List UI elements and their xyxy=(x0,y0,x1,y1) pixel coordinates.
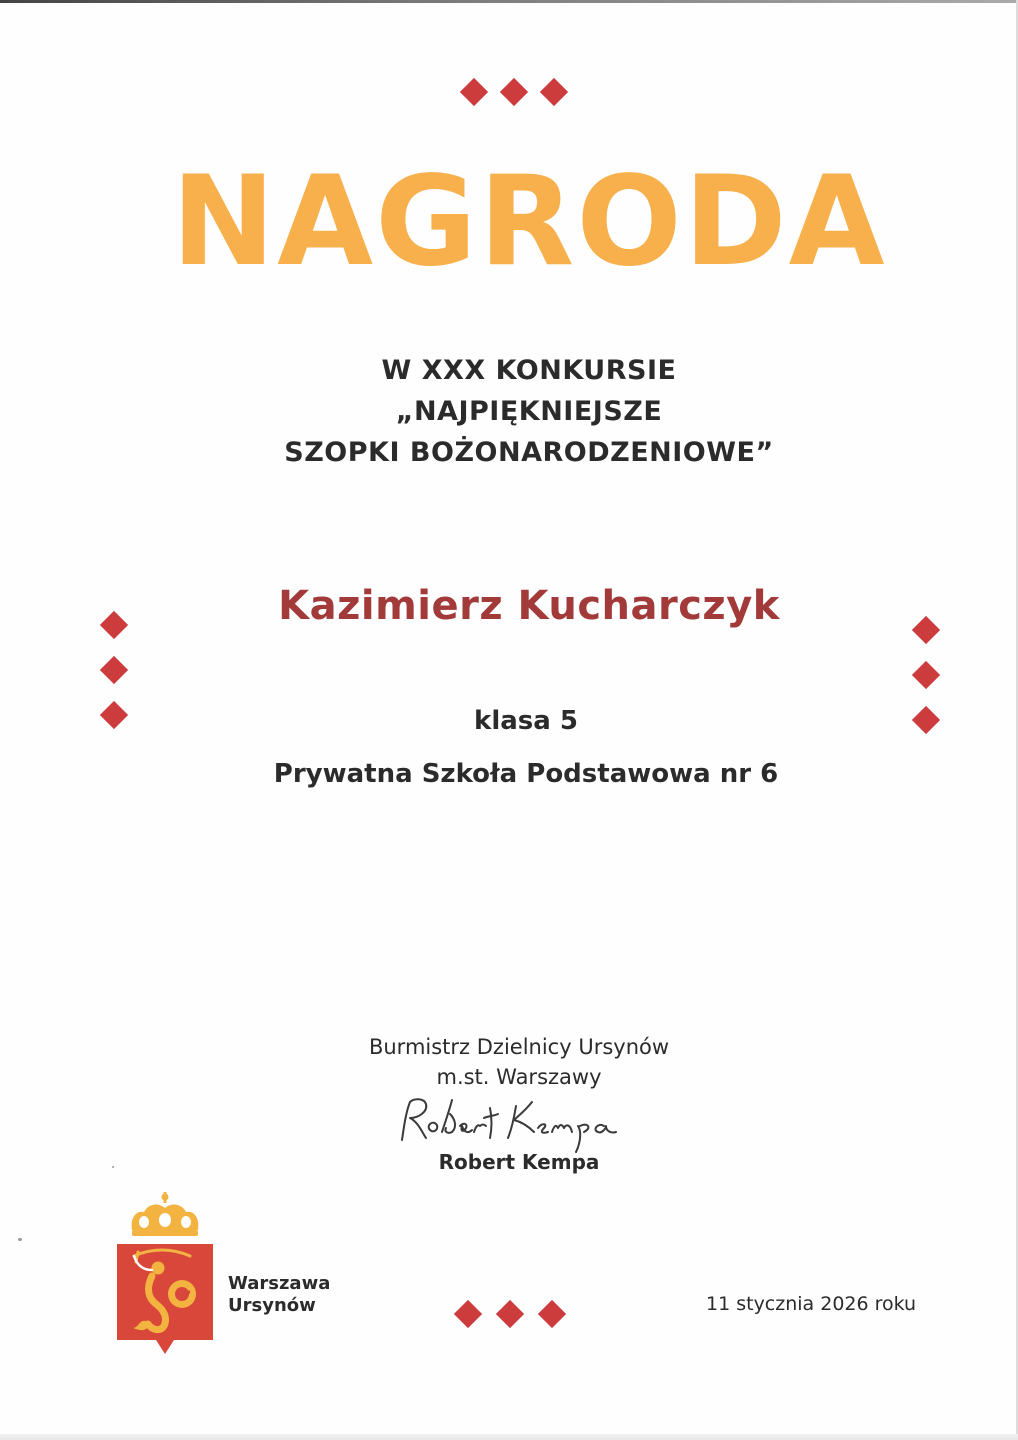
diamond-icon xyxy=(500,78,528,106)
awardee-class: klasa 5 xyxy=(474,706,578,736)
signer-title xyxy=(0,1032,1018,1092)
signer-title-line: m.st. Warszawy xyxy=(436,1065,602,1089)
awardee-name: Kazimierz Kucharczyk xyxy=(278,583,780,629)
diamond-icon xyxy=(100,611,128,639)
diamond-icon xyxy=(912,616,940,644)
diamond-icon xyxy=(496,1300,524,1328)
scan-speck xyxy=(18,1238,22,1241)
district-logo-text xyxy=(228,1273,330,1317)
scan-speck xyxy=(112,1166,114,1168)
logo-line: Ursynów xyxy=(228,1295,316,1316)
diamond-icon xyxy=(460,78,488,106)
diamond-icon xyxy=(100,656,128,684)
contest-name xyxy=(0,350,1018,473)
logo-line: Warszawa xyxy=(228,1273,331,1294)
signer-title-line: Burmistrz Dzielnicy Ursynów xyxy=(368,1035,670,1059)
awardee-school: Prywatna Szkoła Podstawowa nr 6 xyxy=(273,759,779,789)
scan-edge xyxy=(0,0,1018,3)
diamond-icon xyxy=(454,1300,482,1328)
scan-edge xyxy=(0,1434,1018,1440)
diamond-icon xyxy=(538,1300,566,1328)
certificate-title: NAGRODA xyxy=(171,150,887,294)
contest-line: SZOPKI BOŻONARODZENIOWE” xyxy=(284,437,774,468)
bottom-diamond-ornament xyxy=(458,1304,562,1324)
diamond-icon xyxy=(540,78,568,106)
top-diamond-ornament xyxy=(464,82,564,102)
contest-line: „NAJPIĘKNIEJSZE xyxy=(395,396,663,427)
contest-line: W XXX KONKURSIE xyxy=(381,355,677,386)
diamond-icon xyxy=(912,661,940,689)
signer-name: Robert Kempa xyxy=(438,1150,600,1174)
warsaw-coat-of-arms-icon xyxy=(112,1190,218,1366)
handwritten-signature xyxy=(392,1092,642,1154)
award-date: 11 stycznia 2026 roku xyxy=(706,1293,917,1315)
